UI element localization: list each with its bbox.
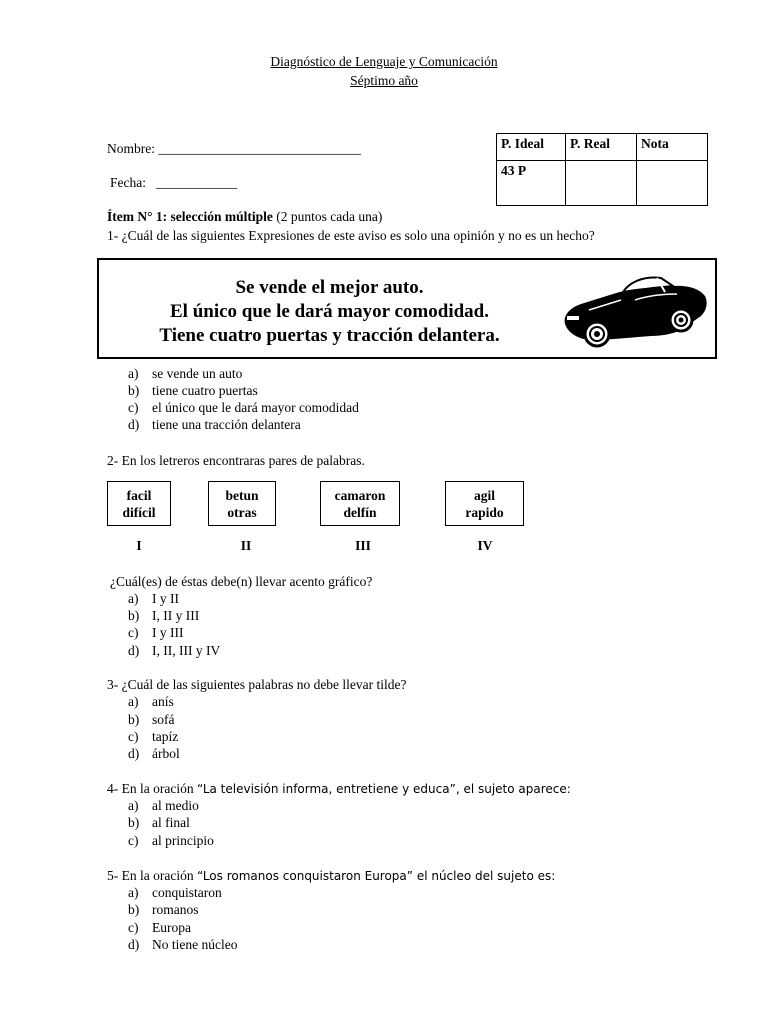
q3-option-c[interactable]: c) tapíz — [128, 729, 179, 744]
q2-option-c[interactable]: c) I y III — [128, 625, 184, 640]
q3-option-a[interactable]: a) anís — [128, 694, 174, 709]
q2-option-a[interactable]: a) I y II — [128, 591, 179, 606]
car-icon — [561, 272, 709, 352]
score-nota-value[interactable] — [637, 161, 708, 206]
question-4 — [107, 781, 571, 797]
q4-option-b[interactable]: b) al final — [128, 815, 190, 830]
word-bottom: delfín — [343, 505, 377, 520]
score-real-value[interactable] — [566, 161, 637, 206]
score-header-nota: Nota — [637, 134, 708, 161]
q3-option-d[interactable]: d) árbol — [128, 746, 180, 761]
question-2-prompt: ¿Cuál(es) de éstas debe(n) llevar acento gráfico? — [110, 574, 373, 589]
question-1: 1- ¿Cuál de las siguientes Expresiones de este aviso es solo una opinión y no es un hecho? — [107, 228, 595, 243]
q2-option-d[interactable]: d) I, II, III y IV — [128, 643, 221, 658]
advertisement-box — [97, 258, 717, 359]
word-pair-box-3 — [320, 481, 400, 526]
word-pair-box-4 — [445, 481, 524, 526]
word-top: agil — [473, 488, 495, 503]
name-field[interactable]: Nombre: ______________________________ — [107, 141, 361, 156]
roman-label-4: IV — [477, 538, 493, 553]
q4-option-c[interactable]: c) al principio — [128, 833, 214, 848]
q4-option-a[interactable]: a) al medio — [128, 798, 199, 813]
question-3: 3- ¿Cuál de las siguientes palabras no debe llevar tilde? — [107, 677, 407, 692]
ad-line-1: Se vende el mejor auto. — [235, 277, 424, 298]
question-5-prefix: 5- En la oración — [107, 868, 197, 883]
word-top: camaron — [334, 488, 386, 503]
q5-option-d[interactable]: d) No tiene núcleo — [128, 937, 238, 952]
question-4-quote: “La televisión informa, entretiene y educa”, el sujeto aparece: — [196, 782, 571, 796]
score-ideal-value: 43 P — [497, 161, 566, 206]
question-5-quote: “Los romanos conquistaron Europa” el núcleo del sujeto es: — [196, 869, 556, 883]
question-2: 2- En los letreros encontraras pares de palabras. — [107, 453, 365, 468]
roman-label-1: I — [136, 538, 142, 553]
roman-label-2: II — [240, 538, 252, 553]
score-header-ideal: P. Ideal — [497, 134, 566, 161]
q3-option-b[interactable]: b) sofá — [128, 712, 175, 727]
item-points: (2 puntos cada una) — [272, 209, 383, 224]
q1-option-c[interactable]: c) el único que le dará mayor comodidad — [128, 400, 359, 415]
word-bottom: difícil — [122, 505, 156, 520]
q1-option-d[interactable]: d) tiene una tracción delantera — [128, 417, 301, 432]
word-bottom: otras — [227, 505, 257, 520]
q5-option-b[interactable]: b) romanos — [128, 902, 199, 917]
date-field[interactable]: Fecha: ____________ — [110, 175, 238, 190]
word-pair-box-1 — [107, 481, 171, 526]
question-4-prefix: 4- En la oración — [107, 781, 197, 796]
ad-line-2: El único que le dará mayor comodidad. — [170, 301, 489, 322]
q5-option-a[interactable]: a) conquistaron — [128, 885, 222, 900]
word-pair-box-2 — [208, 481, 276, 526]
score-header-real: P. Real — [566, 134, 637, 161]
page-subtitle: Séptimo año — [350, 73, 418, 88]
q5-option-c[interactable]: c) Europa — [128, 920, 191, 935]
q2-option-b[interactable]: b) I, II y III — [128, 608, 200, 623]
word-bottom: rapido — [465, 505, 504, 520]
page-title: Diagnóstico de Lenguaje y Comunicación — [270, 54, 498, 69]
q1-option-a[interactable]: a) se vende un auto — [128, 366, 243, 381]
word-top: betun — [225, 488, 259, 503]
roman-label-3: III — [355, 538, 371, 553]
q1-option-b[interactable]: b) tiene cuatro puertas — [128, 383, 258, 398]
question-5 — [107, 868, 555, 884]
ad-line-3: Tiene cuatro puertas y tracción delantera. — [159, 325, 500, 346]
item-title: Ítem N° 1: selección múltiple — [107, 209, 273, 224]
word-top: facil — [126, 488, 152, 503]
score-table — [496, 133, 708, 206]
item-heading — [107, 209, 382, 225]
advertisement-text — [117, 276, 542, 348]
